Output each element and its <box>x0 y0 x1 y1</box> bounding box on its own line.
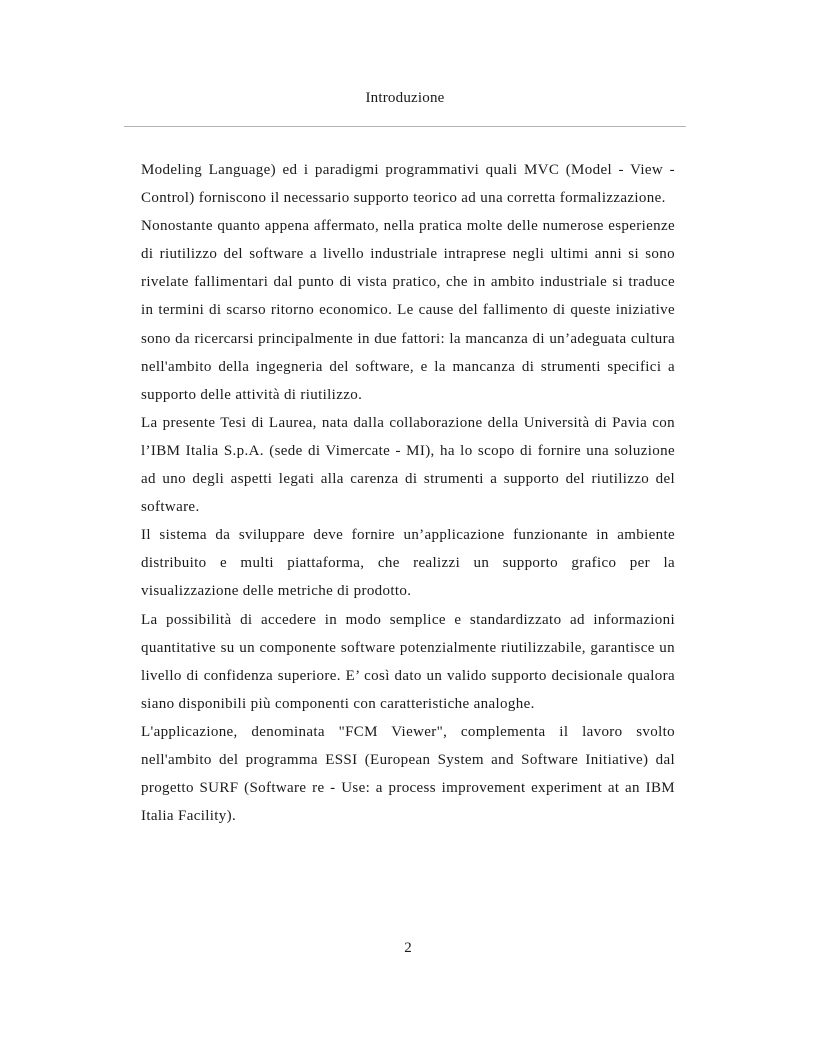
paragraph: Nonostante quanto appena affermato, nella pratica molte delle numerose esperienze di riutilizzo del software a livello industriale intraprese negli ultimi anni si sono rivelate fallimentari dal punto di vista pratico, che in ambito industriale si traduce in termini di scarso ritorno economico. Le cause del fallimento di queste iniziative sono da ricercarsi principalmente in due fattori: la mancanza di un’adeguata cultura nell'ambito della ingegneria del software, e la mancanza di strumenti specifici a supporto delle attività di riutilizzo. <box>141 218 675 403</box>
paragraph: Il sistema da sviluppare deve fornire un’applicazione funzionante in ambiente distribuito e multi piattaforma, che realizzi un supporto grafico per la visualizzazione delle metriche di prodotto. <box>141 527 675 600</box>
paragraph: L'applicazione, denominata "FCM Viewer", complementa il lavoro svolto nell'ambito del programma ESSI (European System and Software Initiative) dal progetto SURF (Software re - Use: a process improvement experiment at an IBM Italia Facility). <box>141 723 675 825</box>
header-divider <box>124 126 686 127</box>
paragraph: Modeling Language) ed i paradigmi programmativi quali MVC (Model - View - Control) forniscono il necessario supporto teorico ad una corretta formalizzazione. <box>141 162 675 207</box>
paragraph: La possibilità di accedere in modo semplice e standardizzato ad informazioni quantitative su un componente software potenzialmente riutilizzabile, garantisce un livello di confidenza superiore. E’ così dato un valido supporto decisionale qualora siano disponibili più componenti con caratteristiche analoghe. <box>141 611 675 712</box>
body-text <box>141 156 675 830</box>
page-header: Introduzione <box>365 90 445 106</box>
paragraph: La presente Tesi di Laurea, nata dalla collaborazione della Università di Pavia con l’IBM Italia S.p.A. (sede di Vimercate - MI), ha lo scopo di fornire una soluzione ad uno degli aspetti legati alla carenza di strumenti a supporto del riutilizzo del software. <box>141 414 675 516</box>
page-number: 2 <box>404 940 412 956</box>
